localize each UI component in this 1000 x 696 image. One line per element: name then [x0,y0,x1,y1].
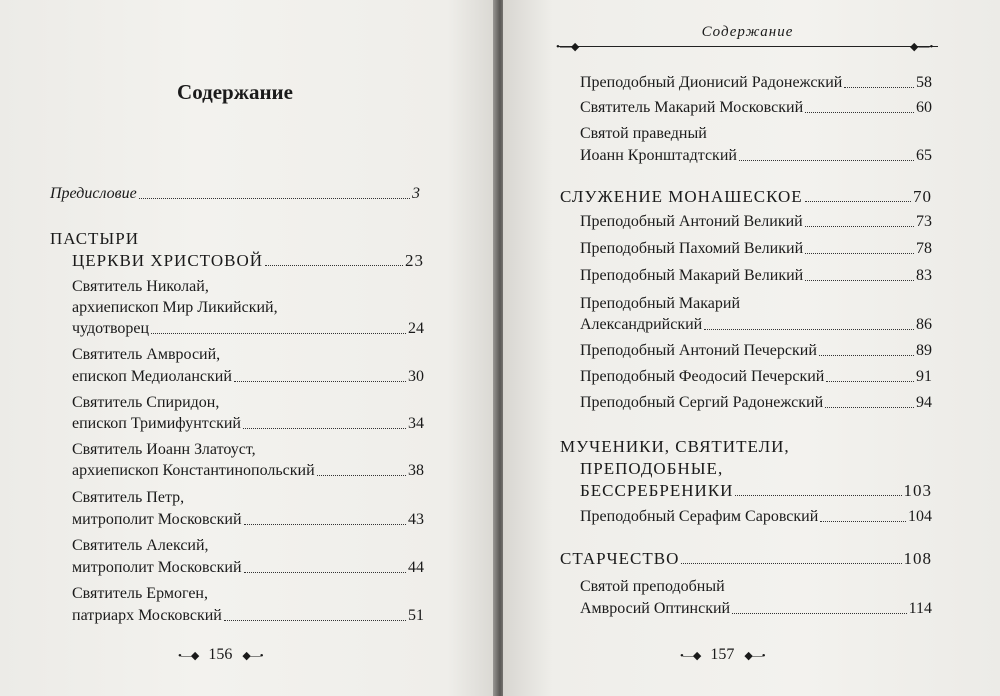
toc-entry: Преподобный Феодосий Печерский 91 [580,368,932,385]
section-title-line: МУЧЕНИКИ, СВЯТИТЕЛИ, [560,437,790,456]
toc-entry-line: Святой праведный [580,125,707,142]
section-title-pastors: ЦЕРКВИ ХРИСТОВОЙ 23 [72,251,424,270]
toc-entry: Святитель Макарий Московский 60 [580,99,932,116]
toc-entry: Александрийский 86 [580,316,932,333]
toc-entry: Преподобный Дионисий Радонежский 58 [580,74,932,91]
section-title-line1: ПАСТЫРИ [50,229,139,248]
toc-entry: Преподобный Макарий Великий 83 [580,267,932,284]
toc-entry-line: Преподобный Макарий [580,295,740,312]
section-title-elders: СТАРЧЕСТВО 108 [560,549,932,568]
toc-entry-line: архиепископ Мир Ликийский, [72,299,278,316]
toc-entry: епископ Медиоланский 30 [72,368,424,385]
toc-entry-line: Святитель Спиридон, [72,394,220,411]
toc-entry: епископ Тримифунтский 34 [72,415,424,432]
toc-entry: чудотворец 24 [72,320,424,337]
toc-entry-line: Святитель Ермоген, [72,585,208,602]
toc-entry: Иоанн Кронштадтский 65 [580,147,932,164]
toc-entry: Преподобный Серафим Саровский 104 [580,508,932,525]
toc-entry: Преподобный Антоний Печерский 89 [580,342,932,359]
toc-entry: Амвросий Оптинский 114 [580,600,932,617]
ornament-icon: ◆—• [910,41,934,53]
toc-entry-line: Святитель Николай, [72,278,209,295]
toc-entry: Преподобный Сергий Радонежский 94 [580,394,932,411]
section-title-martyrs: БЕССРЕБРЕНИКИ 103 [580,481,932,500]
ornament-icon: ◆—• [744,649,765,662]
toc-entry-line: Святитель Иоанн Златоуст, [72,441,256,458]
header-divider [558,46,938,47]
toc-entry: митрополит Московский 43 [72,511,424,528]
ornament-icon: •—◆ [556,41,580,53]
ornament-icon: ◆—• [242,649,263,662]
toc-entry-line: Святитель Алексий, [72,537,209,554]
toc-entry: Преподобный Антоний Великий 73 [580,213,932,230]
ornament-icon: •—◆ [178,649,199,662]
page-title: Содержание [177,80,293,104]
page-number: •—◆ 157 ◆—• [680,646,765,663]
toc-entry: патриарх Московский 51 [72,607,424,624]
section-title-monastic: СЛУЖЕНИЕ МОНАШЕСКОЕ 70 [560,187,932,206]
toc-entry-preface: Предисловие 3 [50,185,420,202]
toc-entry: архиепископ Константинопольский 38 [72,462,424,479]
toc-entry: Преподобный Пахомий Великий 78 [580,240,932,257]
left-page [0,0,497,696]
running-header: Содержание [701,24,794,40]
toc-entry-line: Святитель Петр, [72,489,185,506]
toc-entry-line: Святой преподобный [580,578,725,595]
section-title-line: ПРЕПОДОБНЫЕ, [580,459,724,478]
toc-entry-line: Святитель Амвросий, [72,346,221,363]
toc-entry: митрополит Московский 44 [72,559,424,576]
ornament-icon: •—◆ [680,649,701,662]
page-number: •—◆ 156 ◆—• [178,646,263,663]
